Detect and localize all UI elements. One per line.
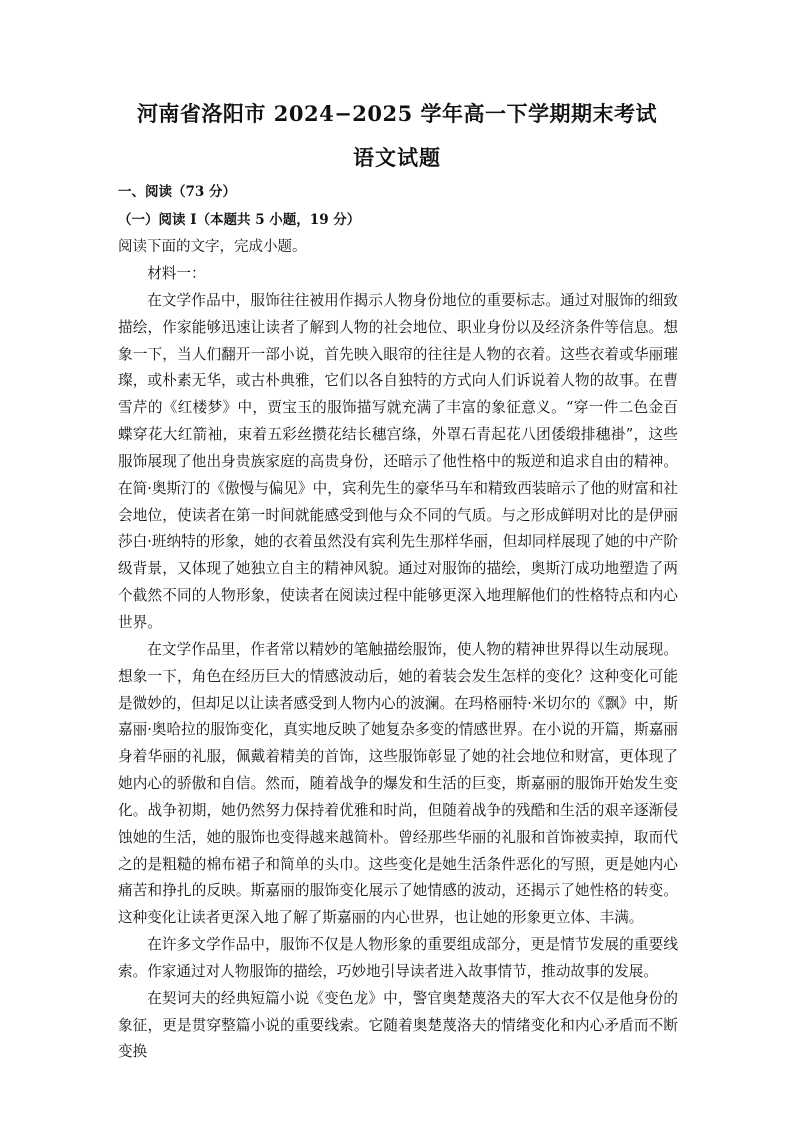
passage-paragraph: 在契诃夫的经典短篇小说《变色龙》中，警官奥楚蔑洛夫的军大衣不仅是他身份的象征，更是贯穿整篇小说的重要线索。它随着奥楚蔑洛夫的情绪变化和内心矛盾而不断变换 [118,989,678,1061]
document-title: 河南省洛阳市 2024−2025 学年高一下学期期末考试 [136,101,658,126]
document-subtitle: 语文试题 [353,145,441,170]
passage-paragraph: 在许多文学作品中，服饰不仅是人物形象的重要组成部分，更是情节发展的重要线索。作家通过对人物服饰的描绘，巧妙地引导读者进入故事情节，推动故事的发展。 [118,936,678,980]
passage-paragraph: 在文学作品中，服饰往往被用作揭示人物身份地位的重要标志。通过对服饰的细致描绘，作家能够迅速让读者了解到人物的社会地位、职业身份以及经济条件等信息。想象一下，当人们翻开一部小说，首先映入眼帘的往往是人物的衣着。这些衣着或华丽璀璨，或朴素无华，或古朴典雅，它们以各自独特的方式向人们诉说着人物的故事。在曹雪芹的《红楼梦》中，贾宝玉的服饰描写就充满了丰富的象征意义。“穿一件二色金百蝶穿花大红箭袖，束着五彩丝攒花结长穗宫绦，外罩石青起花八团倭缎排穗褂”，这些服饰展现了他出身贵族家庭的高贵身份，还暗示了他性格中的叛逆和追求自由的精神。在简·奥斯汀的《傲慢与偏见》中，宾利先生的豪华马车和精致西装暗示了他的财富和社会地位，使读者在第一时间就能感受到他与众不同的气质。与之形成鲜明对比的是伊丽莎白·班纳特的形象，她的衣着虽然没有宾利先生那样华丽，但却同样展现了她的中产阶级背景，又体现了她独立自主的精神风貌。通过对服饰的描绘，奥斯汀成功地塑造了两个截然不同的人物形象，使读者在阅读过程中能够更深入地理解他们的性格特点和内心世界。 [118,291,678,631]
passage-paragraph: 在文学作品里，作者常以精妙的笔触描绘服饰，使人物的精神世界得以生动展现。想象一下，角色在经历巨大的情感波动后，她的着装会发生怎样的变化？这种变化可能是微妙的，但却足以让读者感受到人物内心的波澜。在玛格丽特·米切尔的《飘》中，斯嘉丽·奥哈拉的服饰变化，真实地反映了她复杂多变的情感世界。在小说的开篇，斯嘉丽身着华丽的礼服，佩戴着精美的首饰，这些服饰彰显了她的社会地位和财富，更体现了她内心的骄傲和自信。然而，随着战争的爆发和生活的巨变，斯嘉丽的服饰开始发生变化。战争初期，她仍然努力保持着优雅和时尚，但随着战争的残酷和生活的艰辛逐渐侵蚀她的生活，她的服饰也变得越来越简朴。曾经那些华丽的礼服和首饰被卖掉，取而代之的是粗糙的棉布裙子和简单的头巾。这些变化是她生活条件恶化的写照，更是她内心痛苦和挣扎的反映。斯嘉丽的服饰变化展示了她情感的波动，还揭示了她性格的转变。这种变化让读者更深入地了解了斯嘉丽的内心世界，也让她的形象更立体、丰满。 [118,640,678,927]
subsection-heading: （一）阅读 I（本题共 5 小题，19 分） [118,212,361,228]
section-heading: 一、阅读（73 分） [118,184,236,200]
material-label: 材料一： [147,265,206,282]
passage-body [118,261,678,1066]
instruction-text: 阅读下面的文字，完成小题。 [118,239,307,255]
